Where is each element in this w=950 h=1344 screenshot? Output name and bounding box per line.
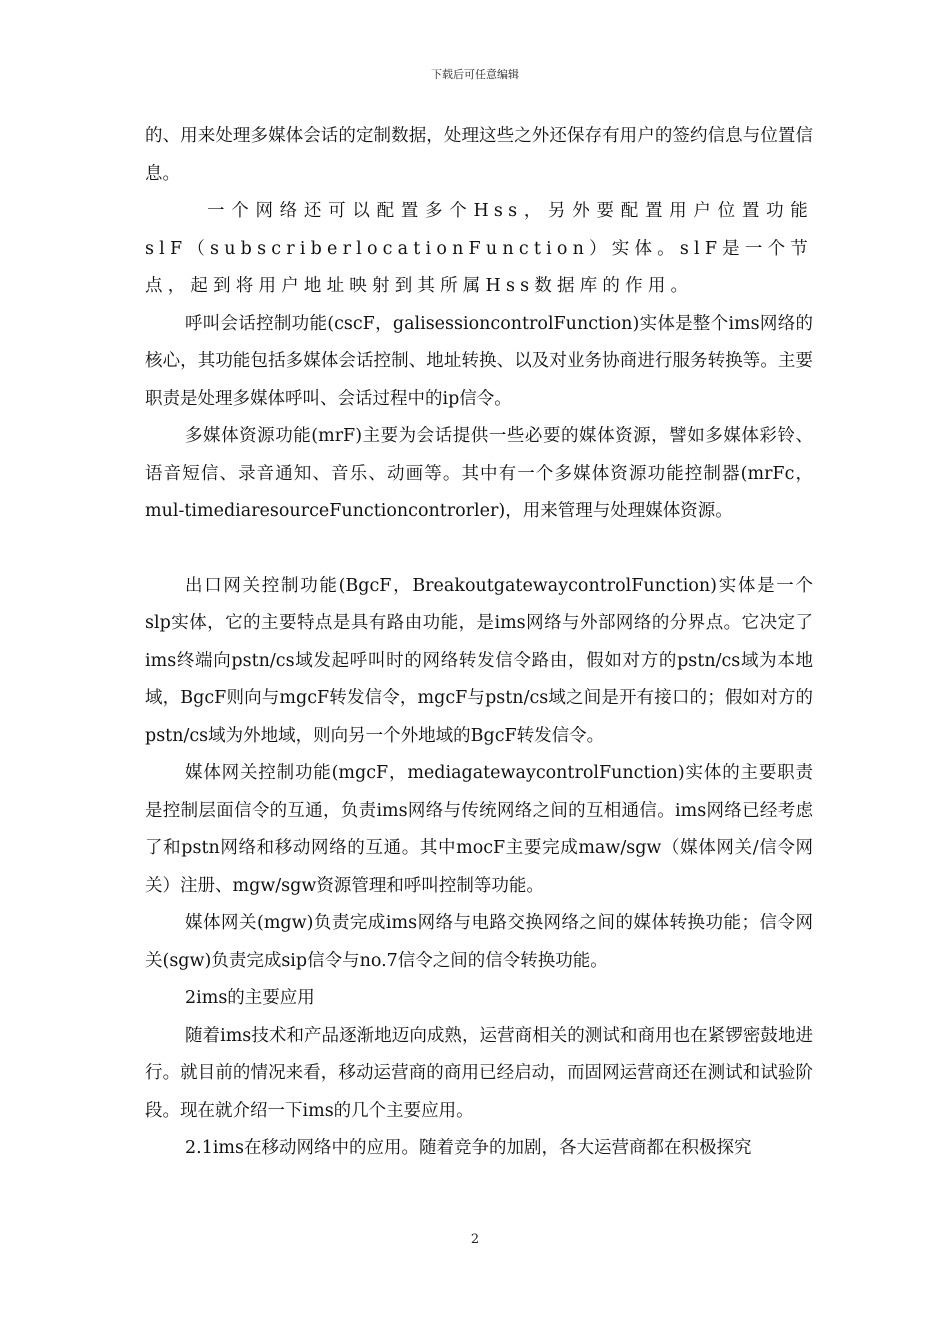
paragraph: 呼叫会话控制功能(cscF，galisessioncontrolFunction)实体是整个ims网络的核心，其功能包括多媒体会话控制、地址转换、以及对业务协商进行服务转换等。主要职责是处理多媒体呼叫、会话过程中的ip信令。 (145, 313, 813, 409)
paragraph: 一个网络还可以配置多个Hss，另外要配置用户位置功能slF（subscriberlocationFunction）实体。slF是一个节点，起到将用户地址映射到其所属Hss数据库的作用。 (145, 201, 813, 296)
paragraph: 的、用来处理多媒体会话的定制数据，处理这些之外还保存有用户的签约信息与位置信息。 (145, 126, 813, 184)
paragraph: 出口网关控制功能(BgcF，BreakoutgatewaycontrolFunction)实体是一个slp实体，它的主要特点是具有路由功能，是ims网络与外部网络的分界点。它决定了ims终端向pstn/cs域发起呼叫时的网络转发信令路由，假如对方的pstn/cs域为本地域，BgcF则向与mgcF转发信令，mgcF与pstn/cs域之间是开有接口的；假如对方的pstn/cs域为外地域，则向另一个外地域的BgcF转发信令。 (145, 575, 813, 746)
paragraph-spacer (145, 531, 813, 568)
paragraph: 媒体网关控制功能(mgcF，mediagatewaycontrolFunction)实体的主要职责是控制层面信令的互通，负责ims网络与传统网络之间的互相通信。ims网络已经考虑了和pstn网络和移动网络的互通。其中mocF主要完成maw/sgw（媒体网关/信令网关）注册、mgw/sgw资源管理和呼叫控制等功能。 (145, 763, 813, 896)
page-number: 2 (470, 1232, 480, 1247)
section-heading: 2ims的主要应用 (185, 988, 315, 1008)
paragraph: 随着ims技术和产品逐渐地迈向成熟，运营商相关的测试和商用也在紧锣密鼓地进行。就目前的情况来看，移动运营商的商用已经启动，而固网运营商还在测试和试验阶段。现在就介绍一下ims的几个主要应用。 (145, 1025, 813, 1121)
paragraph: 多媒体资源功能(mrF)主要为会话提供一些必要的媒体资源，譬如多媒体彩铃、语音短信、录音通知、音乐、动画等。其中有一个多媒体资源功能控制器(mrFc，mul-timediaresourceFunctioncontrorler)，用来管理与处理媒体资源。 (145, 426, 813, 521)
page-header: 下载后可任意编辑 (431, 68, 519, 81)
document-body (145, 118, 813, 1168)
paragraph: 媒体网关(mgw)负责完成ims网络与电路交换网络之间的媒体转换功能；信令网关(sgw)负责完成sip信令与no.7信令之间的信令转换功能。 (145, 913, 813, 971)
paragraph: 2.1ims在移动网络中的应用。随着竞争的加剧，各大运营商都在积极探究 (185, 1138, 752, 1158)
